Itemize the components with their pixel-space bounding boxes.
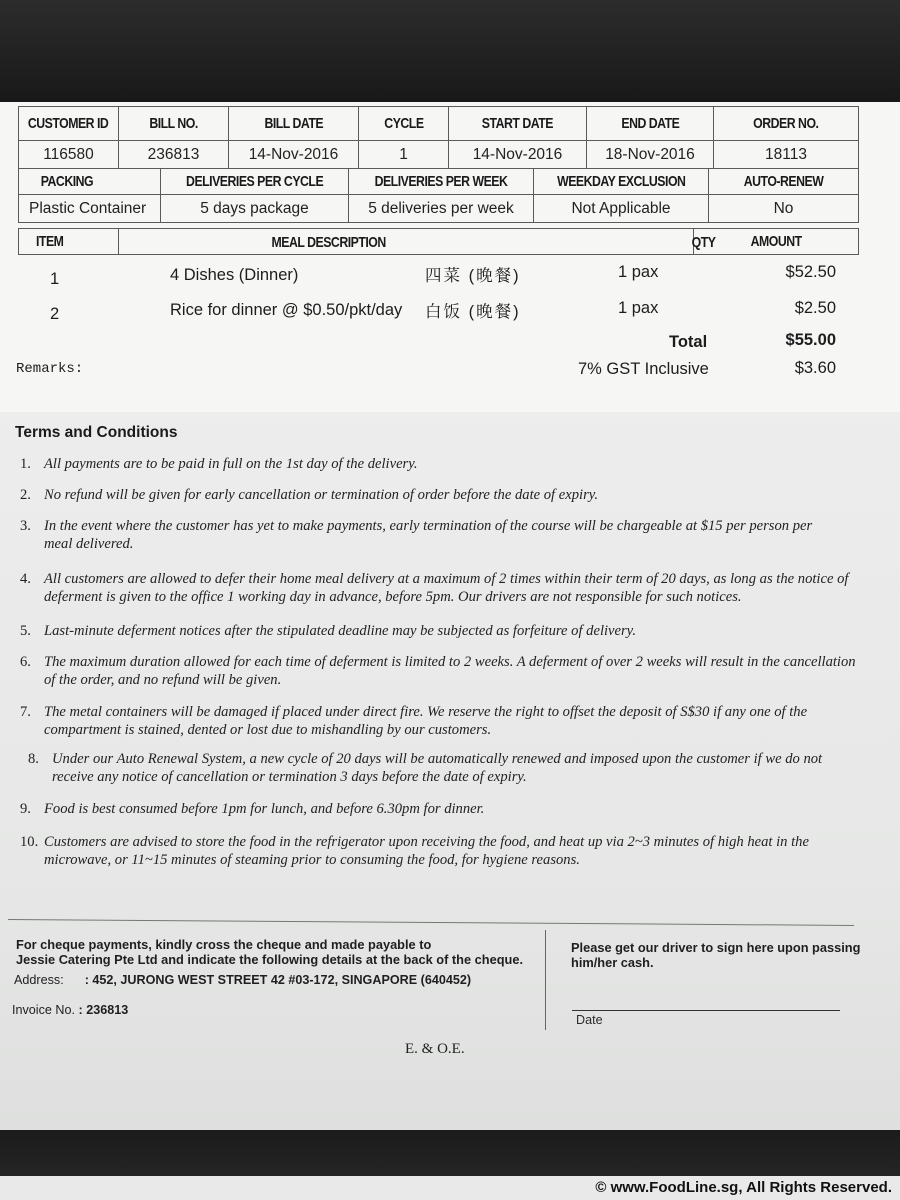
item-2-number: 2: [50, 305, 60, 323]
bill-no-label: BILL NO.: [119, 107, 229, 141]
item-2-chinese: 白饭 (晚餐): [425, 303, 521, 321]
background-bottom: [0, 1130, 900, 1182]
item-1-amount: $52.50: [785, 263, 836, 281]
start-date-value: 14-Nov-2016: [449, 141, 587, 169]
gst-label: 7% GST Inclusive: [578, 360, 709, 378]
term-item: 4. All customers are allowed to defer their home meal delivery at a maximum of 2 times within their term of 20 days, as long as the notice of deferment is given to the office 1 working day in advance, before 5pm. Our drivers are not responsible for such notices.: [20, 571, 849, 605]
item-1-qty: 1 pax: [618, 263, 659, 281]
term-item: 9. Food is best consumed before 1pm for lunch, and before 6.30pm for dinner.: [20, 801, 485, 817]
start-date-label: START DATE: [449, 107, 587, 141]
address-line: [14, 973, 471, 987]
item-1-chinese: 四菜 (晚餐): [425, 267, 521, 285]
cheque-instructions: [16, 937, 523, 967]
copyright-text: © www.FoodLine.sg, All Rights Reserved.: [595, 1179, 892, 1196]
total-value: $55.00: [785, 331, 836, 349]
deliveries-per-cycle-label: DELIVERIES PER CYCLE: [161, 169, 349, 195]
term-item: 1. All payments are to be paid in full on the 1st day of the delivery.: [20, 456, 418, 472]
address-label: Address:: [14, 973, 64, 987]
background-top: [0, 0, 900, 110]
cheque-line-2: Jessie Catering Pte Ltd and indicate the following details at the back of the cheque.: [16, 952, 523, 967]
term-item: 6. The maximum duration allowed for each time of deferment is limited to 2 weeks. A deferment of over 2 weeks will result in the cancellation of the order, and no refund will be given.: [20, 654, 856, 688]
footer-vertical-divider: [545, 930, 546, 1030]
footer-divider: [8, 919, 854, 926]
copyright-bar: [0, 1176, 900, 1200]
customer-id-label: CUSTOMER ID: [19, 107, 119, 141]
delivery-info-table: [18, 168, 859, 223]
order-no-label: ORDER NO.: [714, 107, 859, 141]
term-item: 8. Under our Auto Renewal System, a new cycle of 20 days will be automatically renewed and imposed upon the customer if we do not receive any notice of cancellation or termination 3 days before the date of expiry.: [28, 751, 823, 785]
total-label: Total: [669, 333, 708, 351]
item-2-amount: $2.50: [794, 299, 836, 317]
eoe-note: E. & O.E.: [405, 1041, 465, 1057]
meal-description-label: MEAL DESCRIPTION QTY: [119, 229, 694, 255]
bill-date-label: BILL DATE: [229, 107, 359, 141]
packing-value: Plastic Container: [19, 195, 161, 223]
invoice-value: : 236813: [78, 1003, 129, 1017]
end-date-value: 18-Nov-2016: [587, 141, 714, 169]
amount-label: AMOUNT: [694, 229, 859, 255]
bill-info-table: [18, 106, 859, 169]
item-2-description: Rice for dinner @ $0.50/pkt/day: [170, 301, 403, 319]
terms-title: Terms and Conditions: [15, 424, 178, 441]
weekday-exclusion-value: Not Applicable: [534, 195, 709, 223]
item-1-number: 1: [50, 270, 60, 288]
auto-renew-value: No: [709, 195, 859, 223]
end-date-label: END DATE: [587, 107, 714, 141]
date-label: Date: [576, 1013, 603, 1027]
bill-no-value: 236813: [119, 141, 229, 169]
packing-label: PACKING: [19, 169, 161, 195]
term-item: 7. The metal containers will be damaged if placed under direct fire. We reserve the right to offset the deposit of S$30 if any one of the compartment is stained, dented or lost due to mishandling by our customers.: [20, 704, 808, 738]
customer-id-value: 116580: [19, 141, 119, 169]
invoice-line: [12, 1003, 128, 1017]
gst-value: $3.60: [794, 359, 836, 377]
item-2-qty: 1 pax: [618, 299, 659, 317]
address-value: : 452, JURONG WEST STREET 42 #03-172, SINGAPORE (640452): [84, 973, 472, 987]
term-item: 5. Last-minute deferment notices after the stipulated deadline may be subjected as forfeiture of delivery.: [20, 623, 637, 639]
item-1-description: 4 Dishes (Dinner): [170, 266, 299, 284]
item-label: ITEM: [19, 229, 119, 255]
deliveries-per-week-value: 5 deliveries per week: [349, 195, 534, 223]
term-item: 2. No refund will be given for early cancellation or termination of order before the date of expiry.: [20, 487, 599, 503]
items-header-table: [18, 228, 859, 255]
order-no-value: 18113: [714, 141, 859, 169]
term-item: 3. In the event where the customer has yet to make payments, early termination of the course will be chargeable at $15 per person per meal delivered.: [20, 518, 813, 552]
invoice-label: Invoice No.: [12, 1003, 75, 1017]
driver-signature-note: Please get our driver to sign here upon passing him/her cash.: [571, 940, 861, 970]
cheque-line-1: For cheque payments, kindly cross the cheque and made payable to: [16, 937, 432, 952]
remarks-label: Remarks:: [16, 361, 84, 377]
invoice-paper: [0, 102, 900, 1132]
bill-date-value: 14-Nov-2016: [229, 141, 359, 169]
weekday-exclusion-label: WEEKDAY EXCLUSION: [534, 169, 709, 195]
signature-line: [572, 1010, 840, 1011]
deliveries-per-cycle-value: 5 days package: [161, 195, 349, 223]
term-item: 10. Customers are advised to store the food in the refrigerator upon receiving the food, and heat up via 2~3 minutes of high heat in the microwave, or 11~15 minutes of steaming prior to consuming the food, for hygiene reasons.: [20, 834, 809, 868]
deliveries-per-week-label: DELIVERIES PER WEEK: [349, 169, 534, 195]
auto-renew-label: AUTO-RENEW: [709, 169, 859, 195]
cycle-label: CYCLE: [359, 107, 449, 141]
cycle-value: 1: [359, 141, 449, 169]
